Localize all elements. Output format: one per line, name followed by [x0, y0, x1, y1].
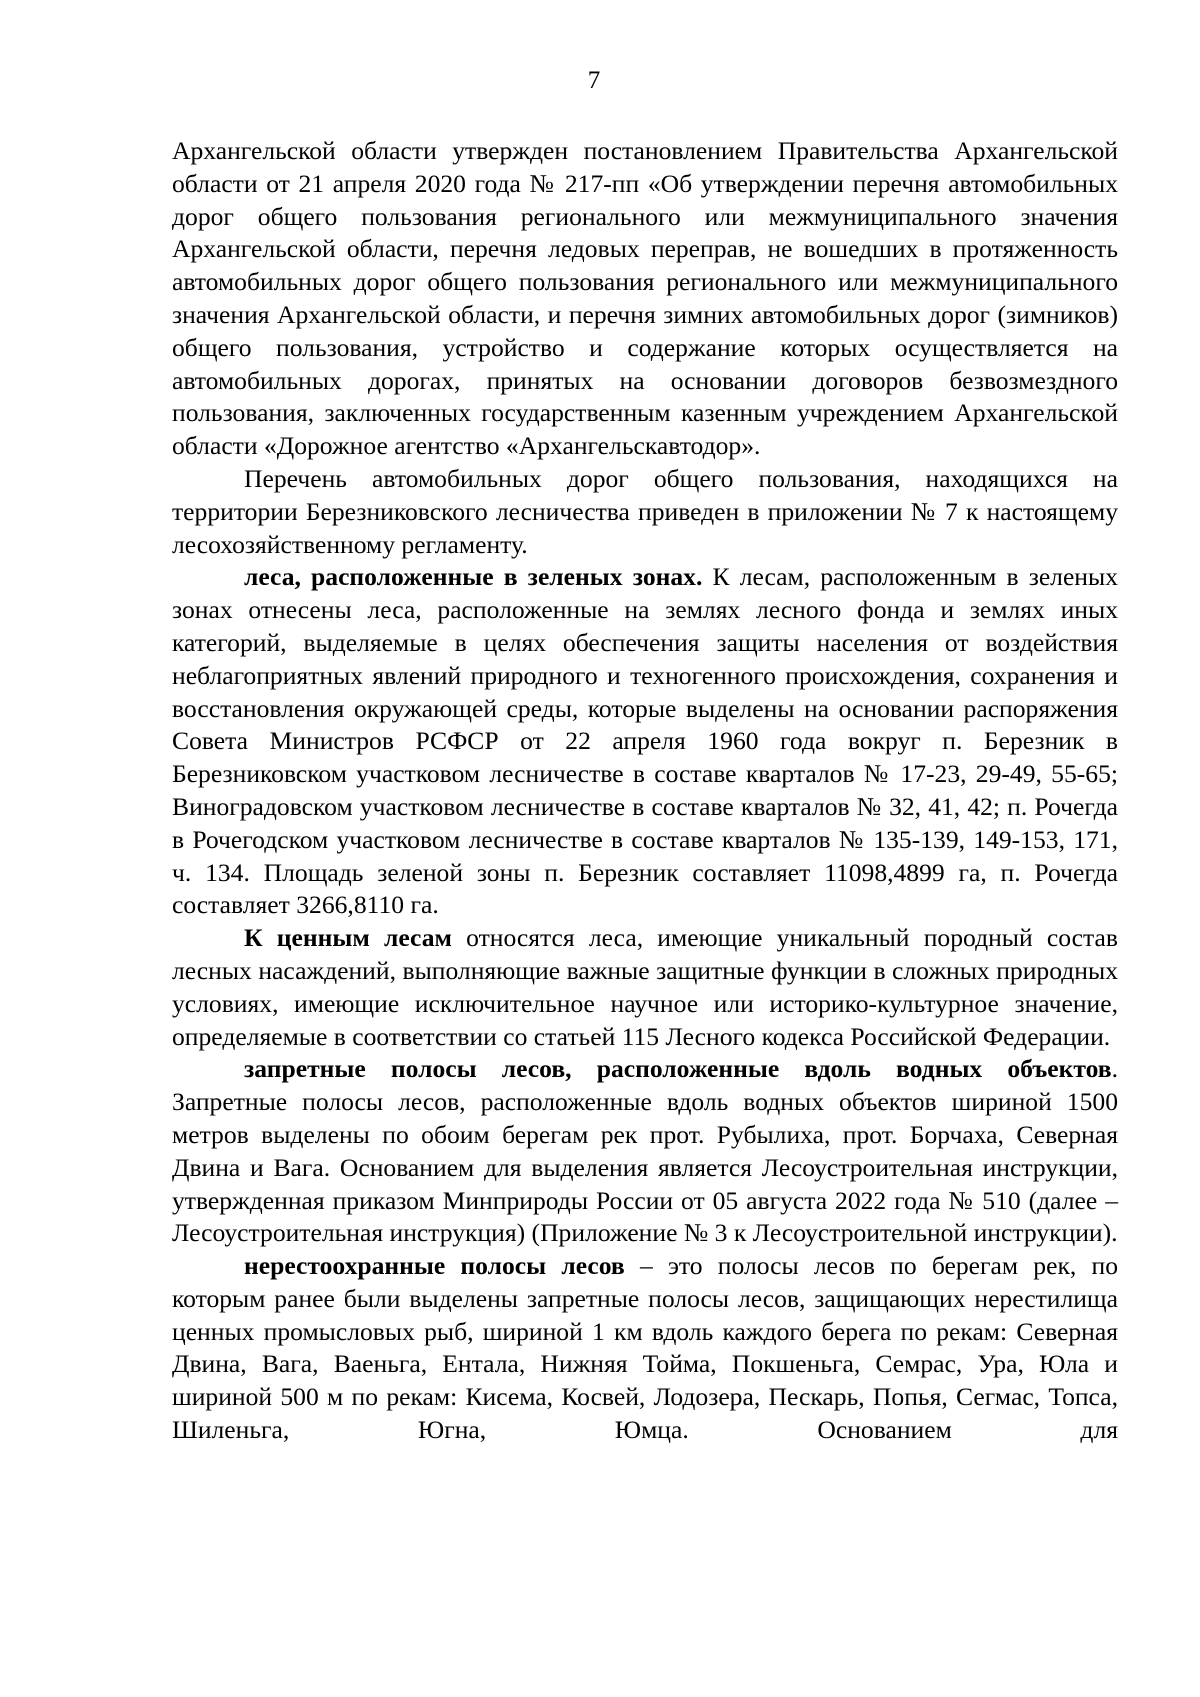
paragraph-text: – это полосы лесов по берегам рек, по которым ранее были выделены запретные полосы лесов, защищающих нерестилища ценных промысловых рыб, шириной 1 км вдоль каждого берега по рекам: Северная Двина, Вага, Ваеньга, Ентала, Нижняя Тойма, Покшеньга, Семрас, Ура, Юла и шириной 500 м по рекам: Кисема, Косвей, Лодозера, Пескарь, Попья, Сегмас, Топса, Шиленьга, Югна, Юмца. Основанием для — [172, 1251, 1118, 1445]
paragraph-heading: леса, расположенные в зеленых зонах. — [244, 562, 703, 592]
paragraph-spawning-strips — [172, 1250, 1118, 1447]
paragraph-restricted-strips — [172, 1053, 1118, 1250]
paragraph-text: . Запретные полосы лесов, расположенные вдоль водных объектов шириной 1500 метров выделены по обоим берегам рек прот. Рубылиха, прот. Борчаха, Северная Двина и Вага. Основанием для выделения является Лесоустроительная инструкции, утвержденная приказом Минприроды России от 05 августа 2022 года № 510 (далее – Лесоустроительная инструкция) (Приложение № 3 к Лесоустроительной инструкции). — [172, 1054, 1118, 1248]
paragraph-roads-approval — [172, 135, 1118, 463]
paragraph-valuable-forests — [172, 922, 1118, 1053]
paragraph-roads-list — [172, 463, 1118, 561]
document-body — [172, 135, 1118, 1447]
page-number: 7 — [587, 67, 601, 94]
paragraph-heading: запретные полосы лесов, расположенные вдоль водных объектов — [244, 1054, 1112, 1084]
paragraph-text: Архангельской области утвержден постановлением Правительства Архангельской области от 21 апреля 2020 года № 217-пп «Об утверждении перечня автомобильных дорог общего пользования регионального или межмуниципального значения Архангельской области, перечня ледовых переправ, не вошедших в протяженность автомобильных дорог общего пользования регионального или межмуниципального значения Архангельской области, и перечня зимних автомобильных дорог (зимников) общего пользования, устройство и содержание которых осуществляется на автомобильных дорогах, принятых на основании договоров безвозмездного пользования, заключенных государственным казенным учреждением Архангельской области «Дорожное агентство «Архангельскавтодор». — [172, 136, 1118, 461]
paragraph-text: относятся леса, имеющие уникальный породный состав лесных насаждений, выполняющие важные защитные функции в сложных природных условиях, имеющие исключительное научное или историко-культурное значение, определяемые в соответствии со статьей 115 Лесного кодекса Российской Федерации. — [172, 923, 1118, 1051]
paragraph-text: Перечень автомобильных дорог общего пользования, находящихся на территории Березниковского лесничества приведен в приложении № 7 к настоящему лесохозяйственному регламенту. — [172, 463, 1118, 559]
paragraph-heading: нерестоохранные полосы лесов — [244, 1251, 625, 1281]
paragraph-text: К лесам, расположенным в зеленых зонах отнесены леса, расположенные на землях лесного фонда и землях иных категорий, выделяемые в целях обеспечения защиты населения от воздействия неблагоприятных явлений природного и техногенного происхождения, сохранения и восстановления окружающей среды, которые выделены на основании распоряжения Совета Министров РСФСР от 22 апреля 1960 года вокруг п. Березник в Березниковском участковом лесничестве в составе кварталов № 17-23, 29-49, 55-65; Виноградовском участковом лесничестве в составе кварталов № 32, 41, 42; п. Рочегда в Рочегодском участковом лесничестве в составе кварталов № 135-139, 149-153, 171, ч. 134. Площадь зеленой зоны п. Березник составляет 11098,4899 га, п. Рочегда составляет 3266,8110 га. — [172, 562, 1119, 920]
paragraph-green-zones — [172, 561, 1118, 922]
paragraph-heading: К ценным лесам — [244, 923, 452, 953]
